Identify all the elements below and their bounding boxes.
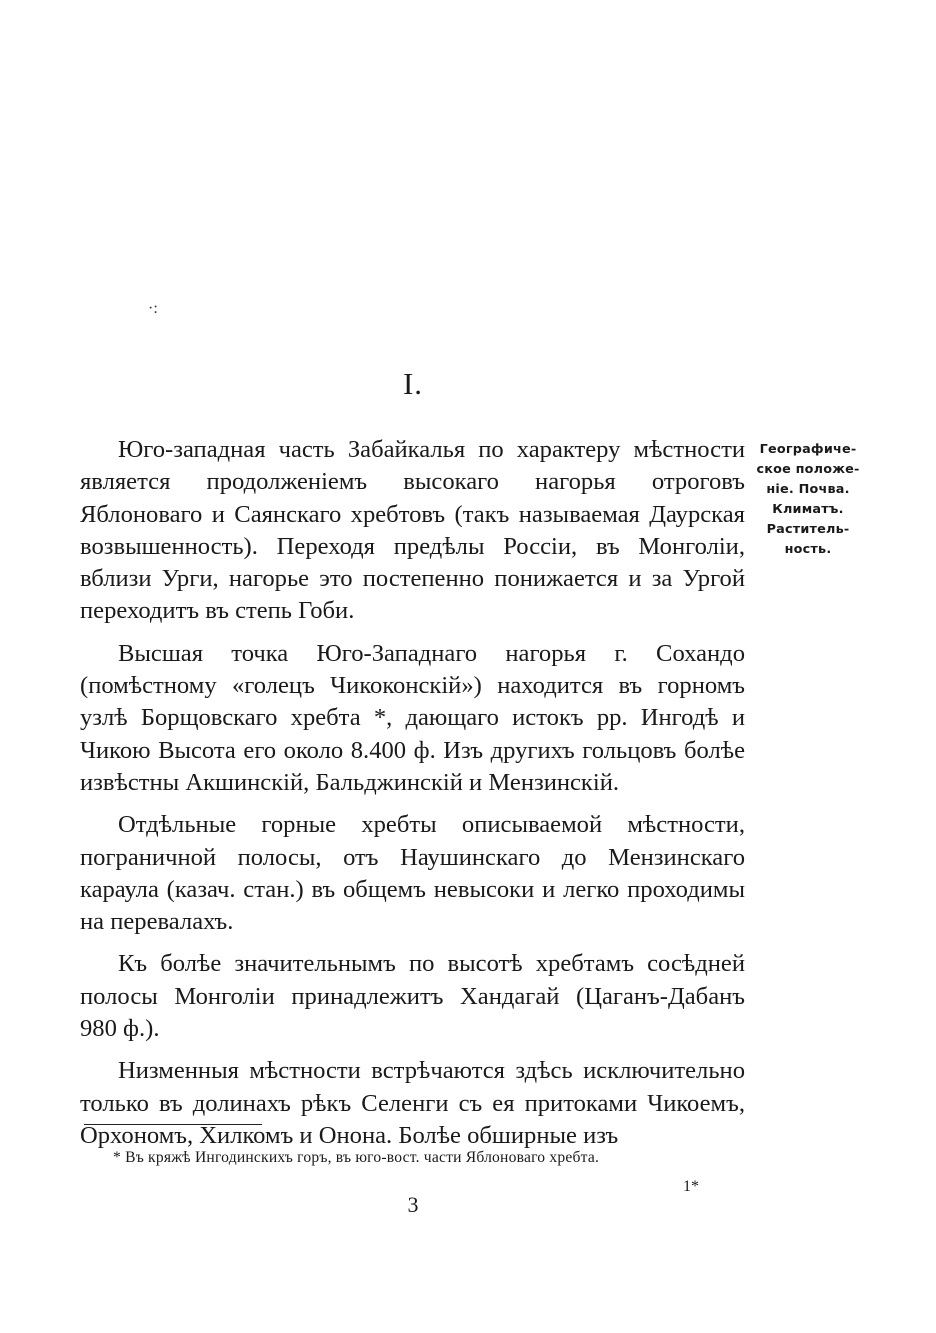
signature-mark: 1* [683, 1178, 699, 1195]
paragraph-1: Юго-западная часть Забайкалья по характеру мѣстности является продолженіемъ высокаго нагорья отроговъ Яблоноваго и Саянскаго хребтовъ (такъ называемая Даурская возвышенность). Переходя предѣлы Россіи, въ Монголіи, вблизи Урги, нагорье это постепенно понижается и за Ургой переходитъ въ степь Гоби. [80, 436, 745, 625]
margin-note [752, 440, 864, 560]
margin-note-line: Климатъ. [772, 502, 844, 517]
paragraph-2: Высшая точка Юго-Западнаго нагорья г. Сохандо (помѣстному «голецъ Чикоконскій») находится въ горномъ узлѣ Борщовскаго хребта *, дающаго истокъ рр. Ингодѣ и Чикою Высота его около 8.400 ф. Изъ другихъ гольцовъ болѣе извѣстны Акшинскій, Бальджинскій и Мензинскій. [80, 639, 745, 796]
footnote-divider [84, 1124, 262, 1125]
print-speck: ·: [148, 300, 158, 317]
margin-note-line: Раститель- [766, 522, 850, 537]
margin-note-line: ность. [784, 542, 832, 557]
paragraph-5: Низменныя мѣстности встрѣчаются здѣсь исключительно только въ долинахъ рѣкъ Селенги съ ея притоками Чикоемъ, Орхономъ, Хилкомъ и Онона. Болѣе обширные изъ [80, 1057, 745, 1149]
margin-note-line: ніе. Почва. [766, 482, 850, 497]
margin-note-line: ское положе- [756, 462, 860, 477]
paragraph-3: Отдѣльные горные хребты описываемой мѣстности, пограничной полосы, отъ Наушинскаго до Мензинскаго караула (казач. стан.) въ общемъ невысоки и легко проходимы на перевалахъ. [80, 811, 745, 936]
chapter-number: I. [402, 366, 424, 401]
margin-note-line: Географиче- [759, 442, 857, 457]
paragraph-4: Къ болѣе значительнымъ по высотѣ хребтамъ сосѣдней полосы Монголіи принадлежитъ Хандагай (Цаганъ-Дабанъ 980 ф.). [80, 950, 745, 1043]
page-number: 3 [407, 1192, 419, 1217]
main-text [80, 434, 745, 1152]
footnote: * Въ кряжѣ Ингодинскихъ горъ, въ юго-вост. части Яблоноваго хребта. [113, 1149, 600, 1166]
